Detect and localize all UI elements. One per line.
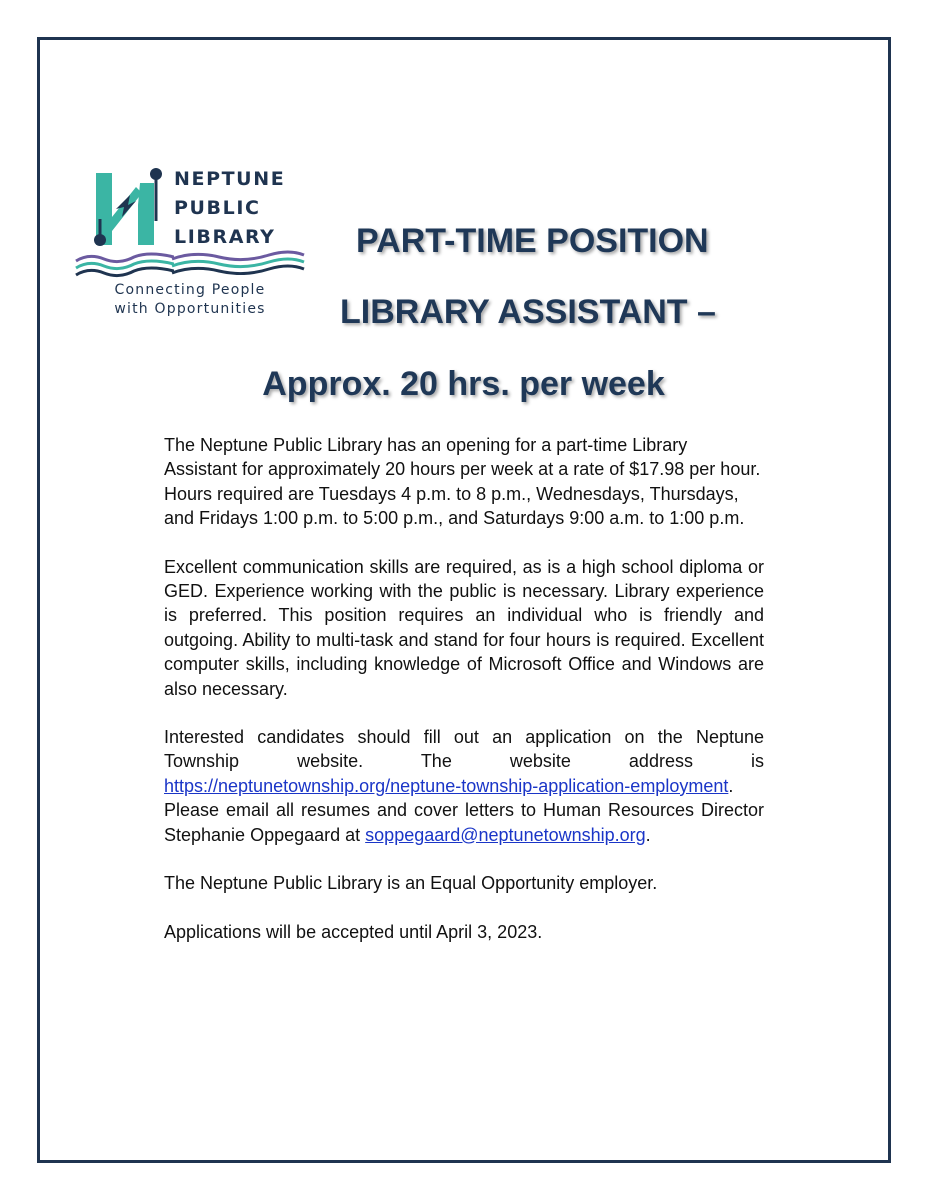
paragraph-requirements: Excellent communication skills are required, as is a high school diploma or GED. Experience working with the public is necessary. Library experience is preferred. This position requires an individual who is friendly and outgoing. Ability to multi-task and stand for four hours is required. Excellent computer skills, including knowledge of Microsoft Office and Windows are also necessary. xyxy=(164,556,764,699)
application-link[interactable]: https://neptunetownship.org/neptune-township-application-employment xyxy=(164,775,729,796)
heading-hours: Approx. 20 hrs. per week xyxy=(262,365,665,403)
library-name-line: PUBLIC xyxy=(174,197,261,219)
logo-tagline xyxy=(74,281,306,319)
heading-line-1: PART-TIME POSITION xyxy=(356,222,709,260)
heading-line-2: LIBRARY ASSISTANT – xyxy=(340,293,716,331)
paragraph-equal-opportunity: The Neptune Public Library is an Equal Opportunity employer. xyxy=(164,873,658,894)
library-name-line: LIBRARY xyxy=(174,226,276,248)
paragraph-how-to-apply xyxy=(164,725,764,847)
contact-email-link[interactable]: soppegaard@neptunetownship.org xyxy=(365,824,646,845)
library-logo xyxy=(74,165,306,325)
tagline-line: with Opportunities xyxy=(114,301,266,317)
paragraph-deadline: Applications will be accepted until April 3, 2023. xyxy=(164,921,543,942)
apply-intro-text: Interested candidates should fill out an application on the Neptune Township website. The website address is xyxy=(164,727,764,772)
job-description xyxy=(164,433,764,968)
paragraph-position-details: The Neptune Public Library has an opening for a part-time Library Assistant for approximately 20 hours per week at a rate of $17.98 per hour. Hours required are Tuesdays 4 p.m. to 8 p.m., Wednesdays, Thursdays, and Fridays 1:00 p.m. to 5:00 p.m., and Saturdays 9:00 a.m. to 1:00 p.m. xyxy=(164,435,761,529)
tagline-line: Connecting People xyxy=(114,282,266,298)
apply-end-text: . xyxy=(645,824,651,845)
library-name-line: NEPTUNE xyxy=(174,168,286,190)
apply-mid-text: . Please email all resumes and cover letters to Human Resources Director Stephanie Oppegaard at xyxy=(164,775,764,845)
library-name xyxy=(174,165,285,252)
